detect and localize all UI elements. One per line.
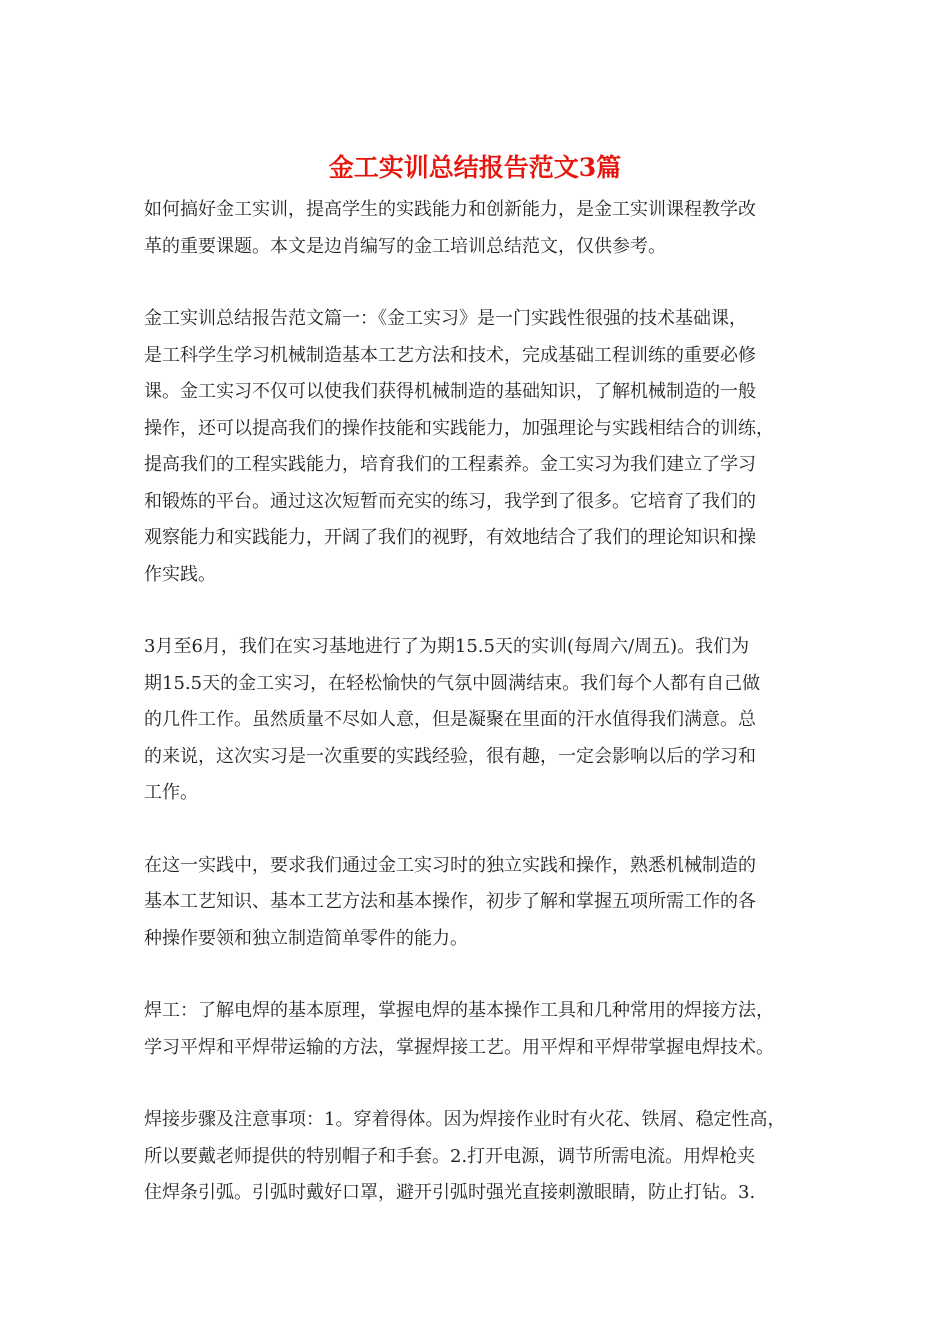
- text-line: 焊工：了解电焊的基本原理，掌握电焊的基本操作工具和几种常用的焊接方法，: [144, 1000, 774, 1021]
- paragraph-part-one: [144, 301, 824, 593]
- text-line: 在这一实践中，要求我们通过金工实习时的独立实践和操作，熟悉机械制造的: [144, 854, 756, 876]
- text-line: 学习平焊和平焊带运输的方法，掌握焊接工艺。用平焊和平焊带掌握电焊技术。: [144, 1036, 774, 1058]
- text-line: 基本工艺知识、基本工艺方法和基本操作，初步了解和掌握五项所需工作的各: [144, 891, 756, 912]
- text-line: 的来说，这次实习是一次重要的实践经验，很有趣，一定会影响以后的学习和: [144, 745, 756, 767]
- paragraph-requirements: [144, 848, 824, 958]
- document-title: 金工实训总结报告范文3篇: [328, 153, 622, 182]
- document-body: [144, 192, 824, 1248]
- text-line: 焊接步骤及注意事项：1。穿着得体。因为焊接作业时有火花、铁屑、稳定性高，: [144, 1109, 786, 1130]
- paragraph-welding: [144, 993, 824, 1066]
- text-line: 工作。: [144, 782, 198, 803]
- text-line: 操作，还可以提高我们的操作技能和实践能力，加强理论与实践相结合的训练，: [144, 417, 774, 439]
- paragraph-intro: [144, 192, 824, 265]
- text-line: 3月至6月，我们在实习基地进行了为期15.5天的实训(每周六/周五)。我们为: [144, 636, 750, 657]
- paragraph-schedule: [144, 629, 824, 812]
- text-line: 是工科学生学习机械制造基本工艺方法和技术，完成基础工程训练的重要必修: [144, 344, 756, 366]
- text-line: 观察能力和实践能力，开阔了我们的视野，有效地结合了我们的理论知识和操: [144, 527, 756, 548]
- text-line: 期15.5天的金工实习，在轻松愉快的气氛中圆满结束。我们每个人都有自己做: [144, 672, 761, 694]
- text-line: 提高我们的工程实践能力，培育我们的工程素养。金工实习为我们建立了学习: [144, 454, 756, 475]
- text-line: 和锻炼的平台。通过这次短暂而充实的练习，我学到了很多。它培育了我们的: [144, 490, 756, 512]
- text-line: 课。金工实习不仅可以使我们获得机械制造的基础知识，了解机械制造的一般: [144, 381, 756, 402]
- paragraph-welding-steps: [144, 1102, 824, 1212]
- text-line: 住焊条引弧。引弧时戴好口罩，避开引弧时强光直接刺激眼睛，防止打钻。3.: [144, 1182, 756, 1203]
- text-line: 革的重要课题。本文是边肖编写的金工培训总结范文，仅供参考。: [144, 235, 666, 257]
- text-line: 所以要戴老师提供的特别帽子和手套。2.打开电源，调节所需电流。用焊枪夹: [144, 1145, 756, 1167]
- text-line: 金工实训总结报告范文篇一：《金工实习》是一门实践性很强的技术基础课，: [144, 308, 747, 329]
- text-line: 的几件工作。虽然质量不尽如人意，但是凝聚在里面的汗水值得我们满意。总: [144, 709, 756, 730]
- text-line: 种操作要领和独立制造简单零件的能力。: [144, 927, 468, 949]
- text-line: 作实践。: [144, 563, 216, 585]
- text-line: 如何搞好金工实训，提高学生的实践能力和创新能力，是金工实训课程教学改: [144, 199, 756, 220]
